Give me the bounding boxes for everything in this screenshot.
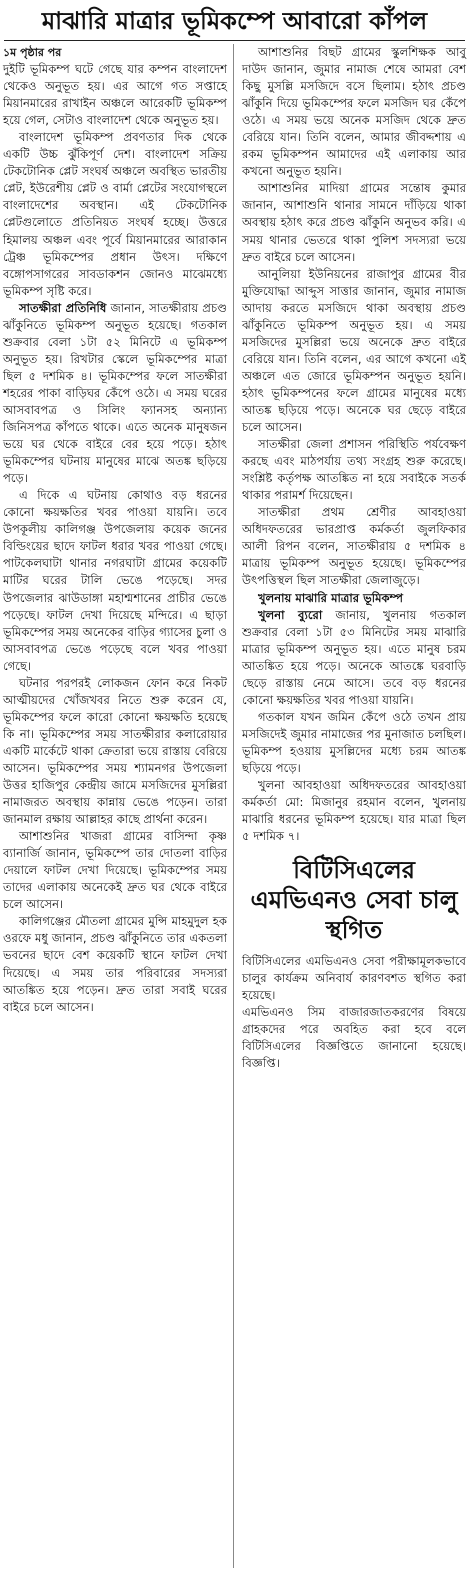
paragraph [242, 607, 466, 709]
continuation-kicker [3, 44, 227, 61]
paragraph-text: জানায়, খুলনায় গতকাল শুক্রবার বেলা ১টা ৫৩ মিনিটের সময় মাঝারি মাত্রার ভূমিকম্প অনুভূত হয়। এতে মানুষ চরম আতঙ্কিত হয়ে পড়ে। অনেকে আতঙ্কে ঘরবাড়ি ছেড়ে রাস্তায় নেমে আসে। তবে বড় ধরনের কোনো ক্ষয়ক্ষতির খবর পাওয়া যায়নি। [242, 607, 466, 707]
paragraph: দুইটি ভূমিকম্প ঘটে গেছে যার কম্পন বাংলাদেশ থেকেও অনুভূত হয়। এর আগে গত সপ্তাহে মিয়ানমারের রাখাইন অঞ্চলে আরেকটি ভূমিকম্প হয়ে গেল, সেটাও বাংলাদেশ থেকে অনুভূত হয়। [3, 62, 227, 128]
paragraph: গতকাল যখন জমিন কেঁপে ওঠে তখন প্রায় মসজিদেই জুমার নামাজের পর মুনাজাত চলছিল। ভূমিকম্প হওয়ায় মুসল্লিদের মধ্যে চরম আতঙ্ক ছড়িয়ে পড়ে। [242, 709, 466, 775]
paragraph-text: জানান, সাতক্ষীরায় প্রচণ্ড ঝাঁকুনিতে ভূমিকম্প অনুভূত হয়েছে। গতকাল শুক্রবার বেলা ১টা ৫২ মিনিটে এ ভূমিকম্প অনুভূত হয়। রিখটার স্কেলে ভূমিকম্পের মাত্রা ছিল ৫ দশমিক ৪। ভূমিকম্পের ফলে সাতক্ষীরা শহরের পাকা বাড়িঘর কেঁপে ওঠে। এ সময় ঘরের আসবাবপত্র ও সিলিং ফ্যানসহ অন্যান্য জিনিসপত্র কাঁপতে থাকে। এতে অনেক মানুষজন ভয়ে ঘর থেকে বাইরে বের হয়ে পড়ে। হঠাৎ ভূমিকম্পের ঘটনায় মানুষের মাঝে অতঙ্ক ছড়িয়ে পড়ে। [3, 300, 227, 486]
article-headline: মাঝারি মাত্রার ভূমিকম্পে আবারো কাঁপল [4, 2, 465, 41]
paragraph: এমভিএনও সিম বাজারজাতকরণের বিষয়ে গ্রাহকদের পরে অবহিত করা হবে বলে বিটিসিএলের বিজ্ঞপ্তিতে জানানো হয়েছে। বিজ্ঞপ্তি। [242, 1005, 466, 1071]
dateline: সাতক্ষীরা প্রতিনিধি [19, 300, 107, 315]
dateline: খুলনা ব্যুরো [258, 607, 323, 622]
paragraph: ঘটনার পরপরই লোকজন ফোন করে নিকট আত্মীয়দের খোঁজখবর নিতে শুরু করেন যে, ভূমিকম্পের ফলে কারো কোনো ক্ষয়ক্ষতি হয়েছে কি না। ভূমিকম্পের সময় সাতক্ষীরার কলারোয়ার একটি মার্কেটে থাকা ক্রেতারা ভয়ে রাস্তায় বেরিয়ে আসেন। ভূমিকম্পের সময় শ্যামনগর উপজেলা উত্তর হাজিপুর কেন্দ্রীয় জামে মসজিদের মুসল্লিরা নামাজরত অবস্থায় কান্নায় ভেঙে পড়েন। তারা জানমাল রক্ষায় আল্লাহর কাছে প্রার্থনা করেন। [3, 675, 227, 827]
paragraph: সাতক্ষীরা প্রথম শ্রেণীর আবহাওয়া অধিদফতরের ভারপ্রাপ্ত কর্মকর্তা জুলফিকার আলী রিপন বলেন, সাতক্ষীরায় ৫ দশমিক ৪ মাত্রায় ভূমিকম্প অনুভূত হয়েছে। ভূমিকম্পের উৎপত্তিস্থল ছিল সাতক্ষীরা জেলাজুড়ে। [242, 505, 466, 588]
paragraph [3, 300, 227, 488]
subheading: খুলনায় মাঝারি মাত্রার ভূমিকম্প [258, 590, 404, 605]
paragraph: আশাশুনির বিছট গ্রামের স্কুলশিক্ষক আবু দাউদ জানান, জুমার নামাজ শেষে আমরা বেশ কিছু মুসল্লি মসজিদে বসে ছিলাম। হঠাৎ প্রচণ্ড ঝাঁকুনি দিয়ে ভূমিকম্পের ফলে মসজিদ ঘর কেঁপে ওঠে। এ সময় ভয়ে অনেক মসজিদ থেকে দ্রুত বেরিয়ে যান। তিনি বলেন, আমার জীবদ্দশায় এ রকম ভূমিকম্পন আমাদের এই এলাকায় আর কখনো অনুভূত হয়নি। [242, 45, 466, 179]
btcl-headline: বিটিসিএলের এমভিএনও সেবা চালু স্থগিত [250, 855, 458, 945]
right-column [242, 44, 466, 1073]
btcl-article [242, 953, 466, 1072]
paragraph: খুলনা আবহাওয়া অধিদফতরের আবহাওয়া কর্মকর্তা মো: মিজানুর রহমান বলেন, খুলনায় মাঝারি ধরনের ভূমিকম্প হয়েছে। যার মাত্রা ছিল ৫ দশমিক ৭। [242, 778, 466, 844]
paragraph: আনুলিয়া ইউনিয়নের রাজাপুর গ্রামের বীর মুক্তিযোদ্ধা আব্দুস সাত্তার জানান, জুমার নামাজ আদায় করতে মসজিদে থাকা অবস্থায় প্রচণ্ড ঝাঁকুনিতে ভূমিকম্প অনুভূত হয়। এ সময় মসজিদের মুসল্লিরা ভয়ে অনেকে দ্রুত বাইরে বেরিয়ে যান। তিনি বলেন, এর আগে কখনো এই অঞ্চলে এত জোরে ভূমিকম্পন অনুভূত হয়নি। হঠাৎ ভূমিকম্পনের ফলে গ্রামের মানুষের মধ্যে আতঙ্ক ছড়িয়ে পড়ে। অনেকে ঘর ছেড়ে বাইরে চলে আসেন। [242, 266, 466, 435]
paragraph: আশাশুনির মাদিয়া গ্রামের সন্তোষ কুমার জানান, আশাশুনি থানার সামনে দাঁড়িয়ে থাকা অবস্থায় হঠাৎ করে প্রচণ্ড ঝাঁকুনি অনুভব করি। এ সময় থানার ভেতরে থাকা পুলিশ সদস্যরা ভয়ে দ্রুত বাইরে চলে আসেন। [242, 181, 466, 264]
paragraph: বিটিসিএলের এমভিএনও সেবা পরীক্ষামূলকভাবে চালুর কার্যক্রম অনিবার্য কারণবশত স্থগিত করা হয়েছে। [242, 954, 466, 1003]
column-divider [233, 44, 234, 1568]
paragraph: বাংলাদেশ ভূমিকম্প প্রবণতার দিক থেকে একটি উচ্চ ঝুঁকিপূর্ণ দেশ। বাংলাদেশ সক্রিয় টেকটোনিক প্লেট সংঘর্ষ অঞ্চলে অবস্থিত ভারতীয় প্লেট, ইউরেশীয় প্লেট ও বার্মা প্লেটের সংযোগস্থলে বাংলাদেশের অবস্থান। এই টেকটোনিক প্লেটগুলোতে প্রতিনিয়ত সংঘর্ষ হচ্ছে। উত্তরে হিমালয় অঞ্চল এবং পূর্বে মিয়ানমারের আরাকান ট্রেঞ্চ ভূমিকম্পের প্রধান উৎস। দক্ষিণে বঙ্গোপসাগরের সাবডাকশন জোনও মাঝেমধ্যে ভূমিকম্প সৃষ্টি করে। [3, 130, 227, 298]
paragraph: সাতক্ষীরা জেলা প্রশাসন পরিস্থিতি পর্যবেক্ষণ করছে এবং মাঠপর্যায় তথ্য সংগ্রহ শুরু করেছে। সংশ্লিষ্ট কর্তৃপক্ষ আতঙ্কিত না হয়ে সবাইকে সতর্ক থাকার পরামর্শ দিয়েছেন। [242, 437, 466, 503]
paragraph: কালিগঞ্জের মৌতলা গ্রামের মুন্সি মাহমুদুল হক ওরফে মধু জানান, প্রচণ্ড ঝাঁকুনিতে তার একতলা ভবনের ছাদে বেশ কয়েকটি স্থানে ফাটল দেখা দিয়েছে। এ সময় তার পরিবারের সদস্যরা আতঙ্কিত হয়ে পড়েন। দ্রুত তারা সবাই ঘরের বাইরে চলে আসেন। [3, 914, 227, 1014]
left-column [3, 44, 227, 1016]
paragraph: আশাশুনির খাজরা গ্রামের বাসিন্দা কৃষ্ণ ব্যানার্জি জানান, ভূমিকম্পে তার দোতলা বাড়ির দেয়ালে ফাটল দেখা দিয়েছে। ভূমিকম্পের সময় তাদের এলাকায় অনেকেই দ্রুত ঘর থেকে বাইরে চলে আসেন। [3, 829, 227, 912]
kicker-text: ১ম পৃষ্ঠার পর [3, 46, 62, 59]
paragraph: এ দিকে এ ঘটনায় কোথাও বড় ধরনের কোনো ক্ষয়ক্ষতির খবর পাওয়া যায়নি। তবে উপকূলীয় কালিগঞ্জ উপজেলায় কয়েক জনের বিল্ডিংয়ের ছাদে ফাটল ধরার খবর পাওয়া গেছে। পাটকেলঘাটা থানার নগরঘাটা গ্রামের কয়েকটি মাটির ঘরের টালি ভেঙে পড়েছে। সদর উপজেলার ঝাউডাঙ্গা মহাশ্মশানের প্রাচীর ভেঙে পড়েছে। ফাটল দেখা দিয়েছে মন্দিরে। এ ছাড়া ভূমিকম্পের সময় অনেকের বাড়ির গ্যাসের চুলা ও আসবাবপত্র ভেঙে পড়েছে বলে খবর পাওয়া গেছে। [3, 488, 227, 673]
